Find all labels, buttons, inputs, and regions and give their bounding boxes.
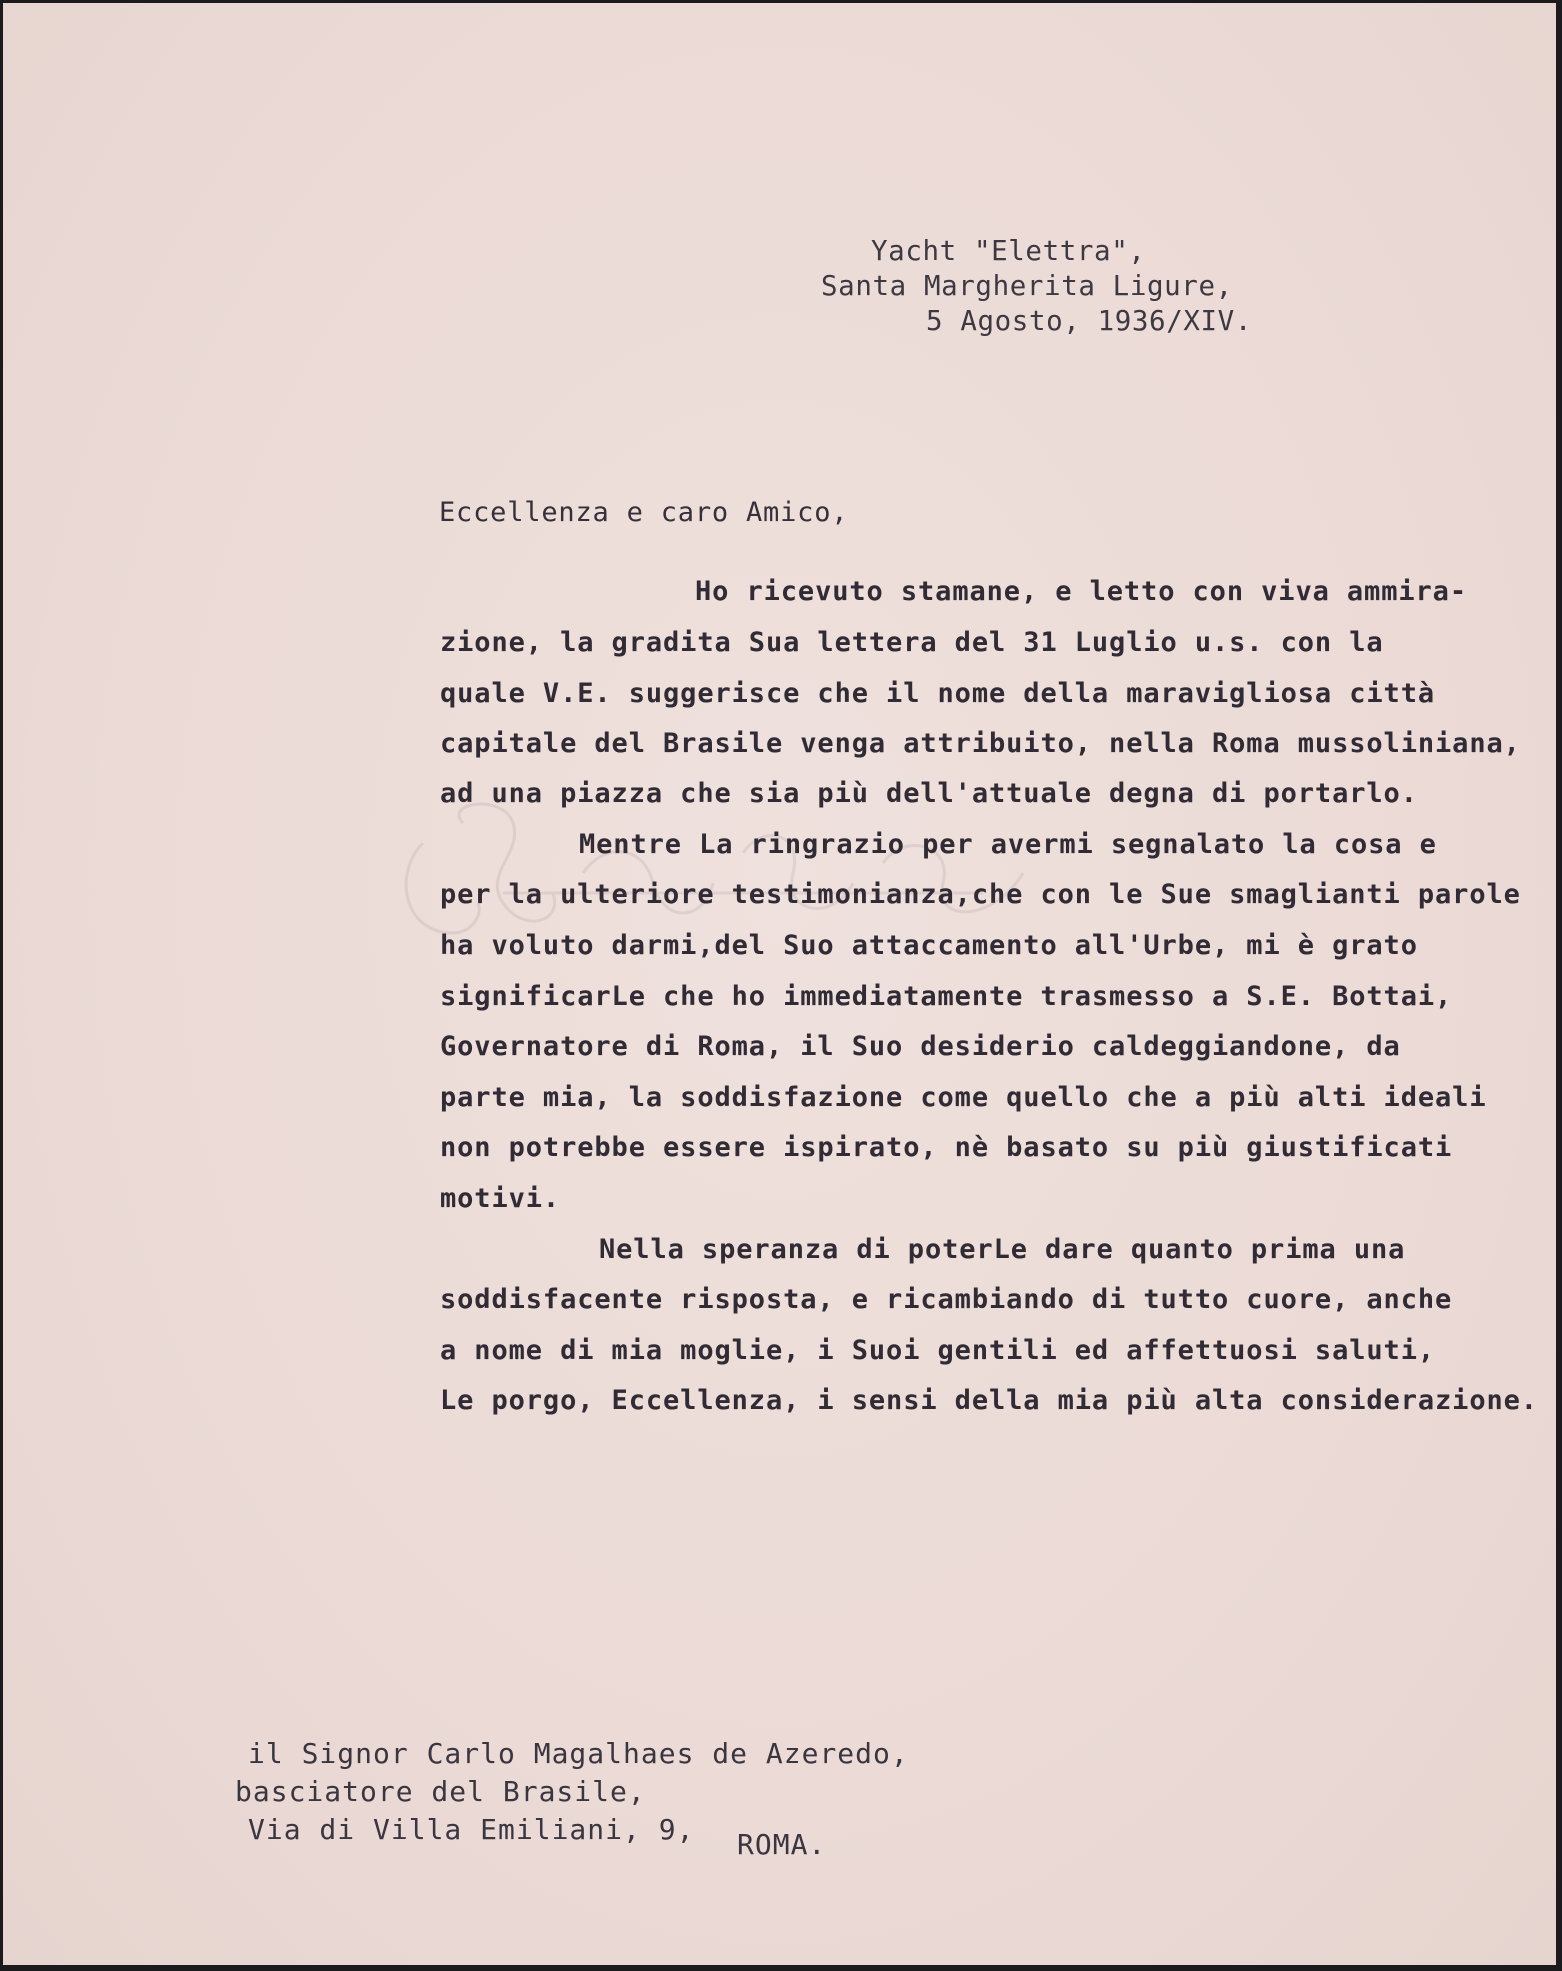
body-line: Le porgo, Eccellenza, i sensi della mia più alta considerazione. <box>440 1385 1538 1416</box>
body-line: soddisfacente risposta, e ricambiando di tutto cuore, anche <box>440 1284 1453 1315</box>
body-line: motivi. <box>440 1183 561 1214</box>
address-city: ROMA. <box>737 1828 827 1861</box>
salutation: Eccellenza e caro Amico, <box>439 497 849 528</box>
heading-place: Santa Margherita Ligure, <box>821 270 1233 302</box>
body-line: per la ulteriore testimonianza,che con le Sue smaglianti parole <box>440 879 1521 910</box>
address-name: il Signor Carlo Magalhaes de Azeredo, <box>248 1737 909 1770</box>
body-line: Mentre La ringrazio per avermi segnalato la cosa e <box>579 829 1437 860</box>
body-line: Governatore di Roma, il Suo desiderio caldeggiandone, da <box>440 1031 1401 1062</box>
letter-page <box>3 3 1556 1965</box>
body-line: Ho ricevuto stamane, e letto con viva ammira- <box>695 576 1467 607</box>
address-street: Via di Villa Emiliani, 9, <box>248 1813 695 1846</box>
body-line: parte mia, la soddisfazione come quello che a più alti ideali <box>440 1082 1487 1113</box>
address-title: basciatore del Brasile, <box>235 1775 646 1808</box>
heading-date: 5 Agosto, 1936/XIV. <box>926 305 1252 337</box>
body-line: Nella speranza di poterLe dare quanto prima una <box>599 1234 1406 1265</box>
body-line: capitale del Brasile venga attribuito, nella Roma mussoliniana, <box>440 728 1521 759</box>
body-line: non potrebbe essere ispirato, nè basato su più giustificati <box>440 1132 1453 1163</box>
body-line: zione, la gradita Sua lettera del 31 Luglio u.s. con la <box>440 627 1384 658</box>
body-line: a nome di mia moglie, i Suoi gentili ed affettuosi saluti, <box>440 1335 1436 1366</box>
body-line: ad una piazza che sia più dell'attuale degna di portarlo. <box>440 778 1418 809</box>
heading-yacht: Yacht "Elettra", <box>871 235 1146 267</box>
body-line: ha voluto darmi,del Suo attaccamento all'Urbe, mi è grato <box>440 930 1418 961</box>
body-line: significarLe che ho immediatamente trasmesso a S.E. Bottai, <box>440 981 1453 1012</box>
body-line: quale V.E. suggerisce che il nome della maravigliosa città <box>440 678 1436 709</box>
